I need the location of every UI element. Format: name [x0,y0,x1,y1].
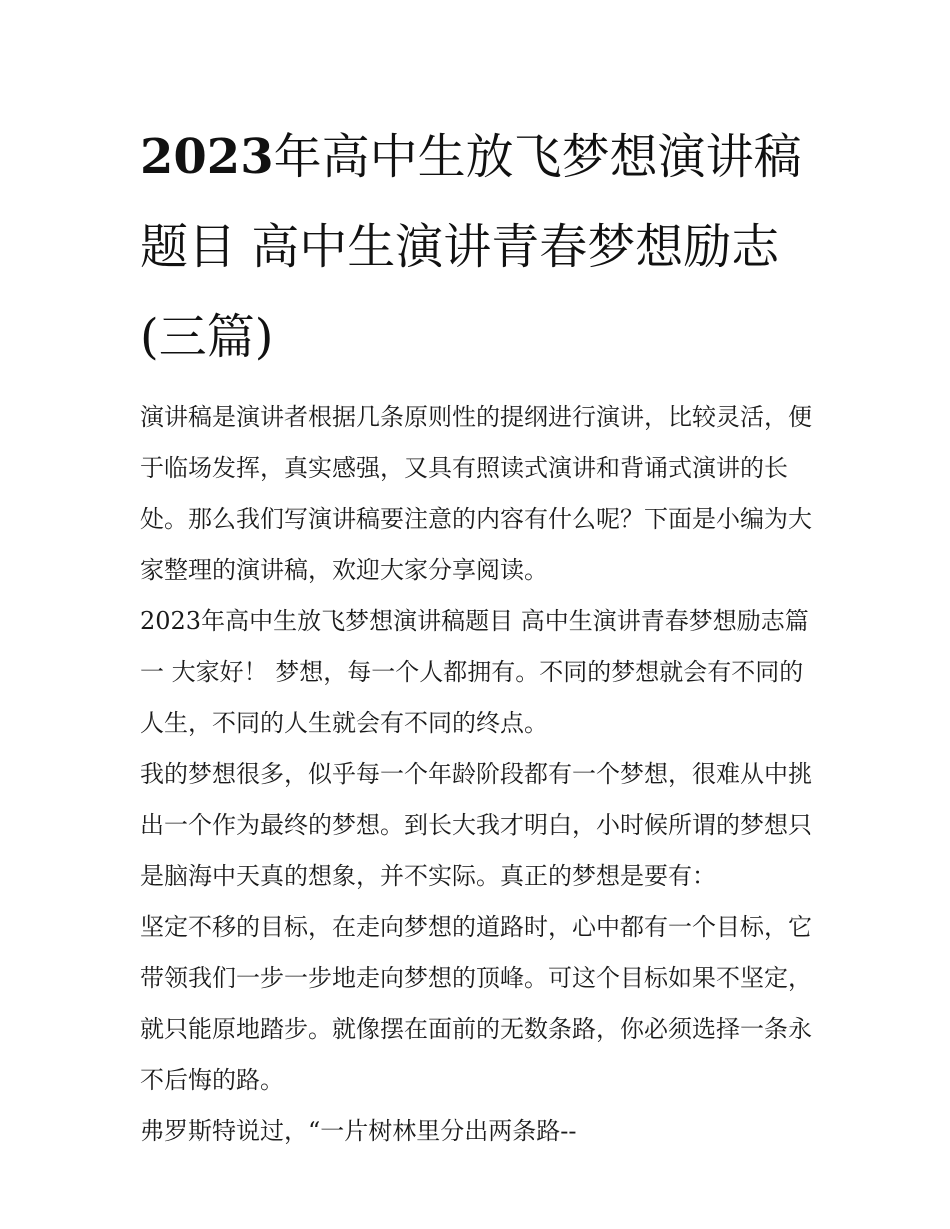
paragraph-1: 2023年高中生放飞梦想演讲稿题目 高中生演讲青春梦想励志篇一 大家好！ 梦想，每一个人都拥有。不同的梦想就会有不同的人生，不同的人生就会有不同的终点。 [140,607,809,737]
paragraph-3: 坚定不移的目标，在走向梦想的道路时，心中都有一个目标，它带领我们一步一步地走向梦想的顶峰。可这个目标如果不坚定，就只能原地踏步。就像摆在面前的无数条路，你必须选择一条永不后悔的路。 [140,913,812,1094]
title-text: 年高中生放飞梦想演讲稿题目 高中生演讲青春梦想励志(三篇) [140,129,802,365]
paragraph-2: 我的梦想很多，似乎每一个年龄阶段都有一个梦想，很难从中挑出一个作为最终的梦想。到长大我才明白，小时候所谓的梦想只是脑海中天真的想象，并不实际。真正的梦想是要有： [140,760,812,890]
paragraph-intro: 演讲稿是演讲者根据几条原则性的提纲进行演讲，比较灵活，便于临场发挥，真实感强，又具有照读式演讲和背诵式演讲的长处。那么我们写演讲稿要注意的内容有什么呢？下面是小编为大家整理的演讲稿，欢迎大家分享阅读。 [140,403,812,584]
title-year: 2023 [140,129,274,185]
paragraph-4: 弗罗斯特说过，“一片树林里分出两条路-- [140,1117,577,1145]
document-page [140,112,812,1157]
document-title [140,112,812,382]
